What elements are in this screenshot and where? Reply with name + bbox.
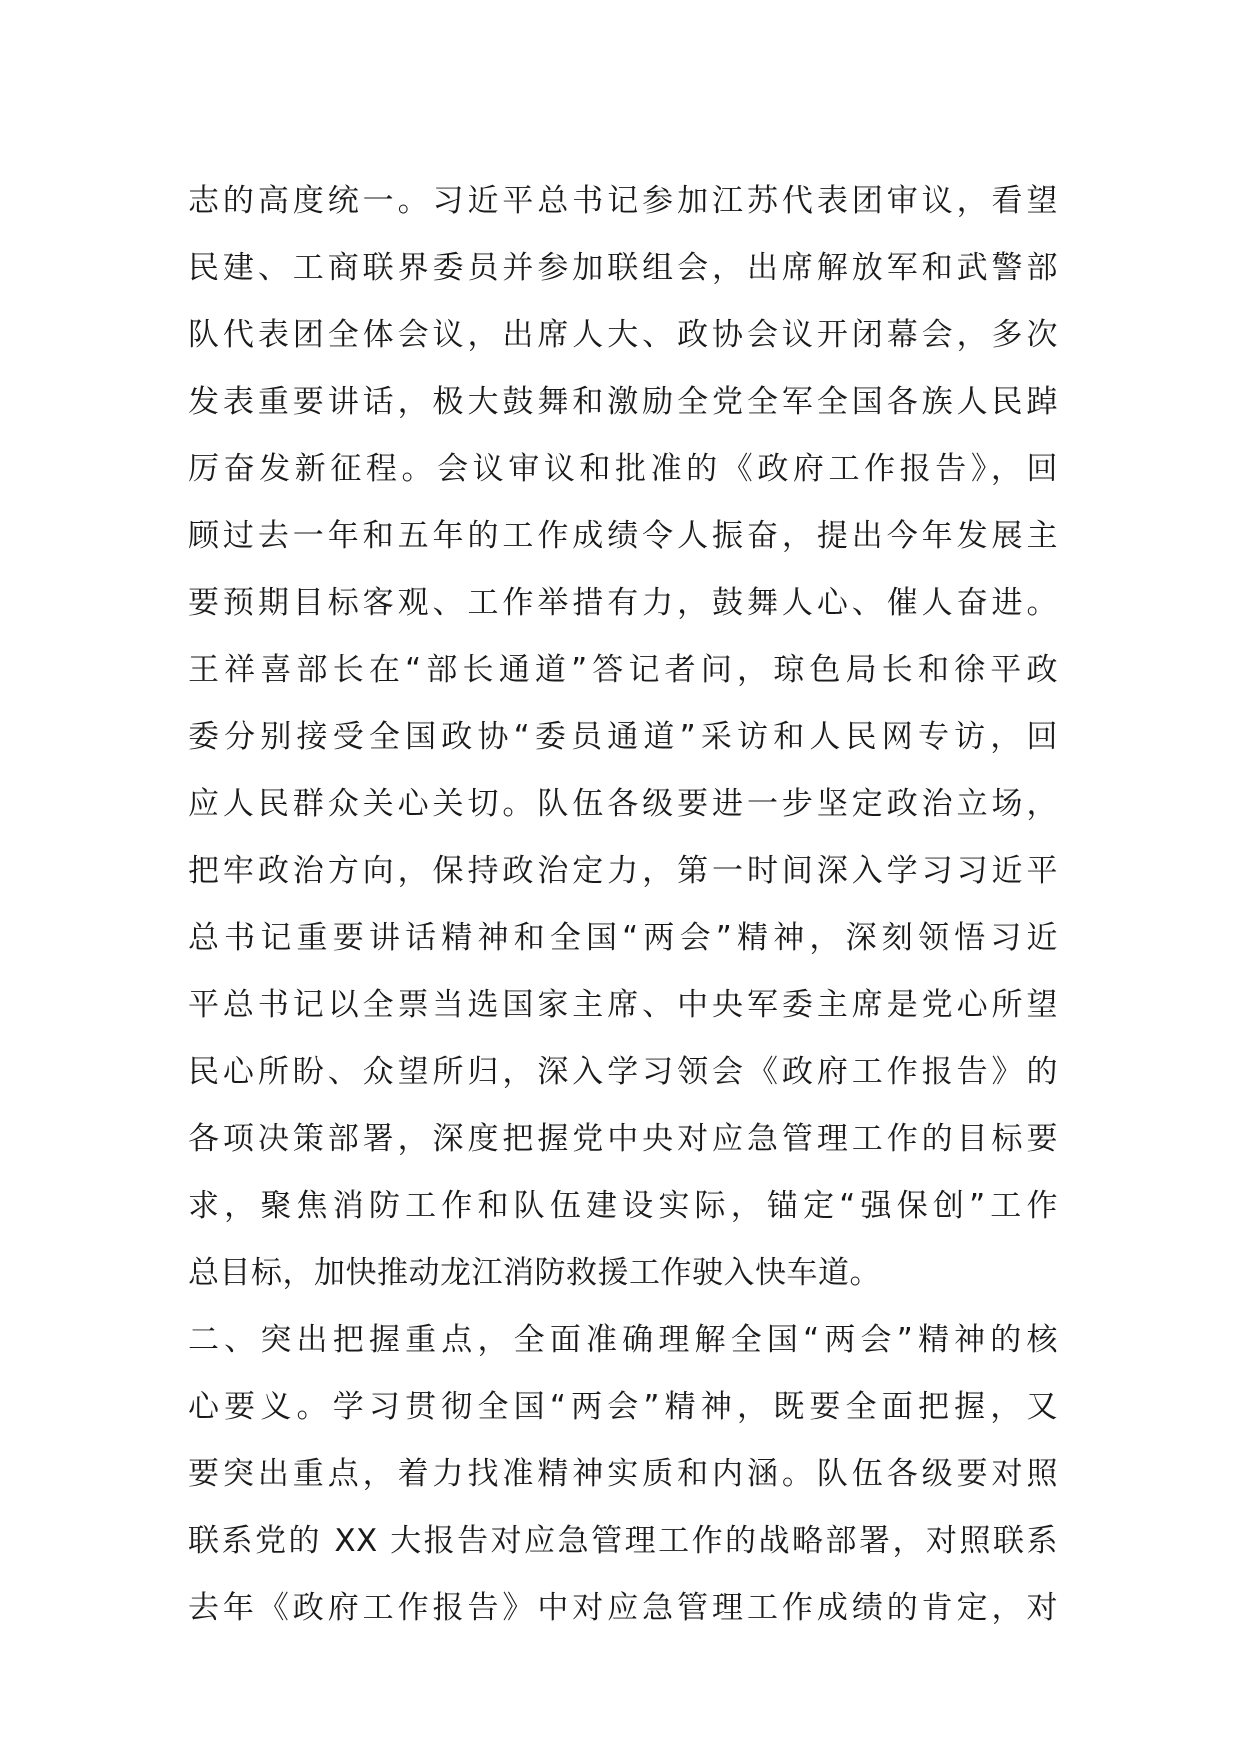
text-line: 志的高度统一。习近平总书记参加江苏代表团审议，看望 bbox=[188, 183, 1058, 219]
text-line: 把牢政治方向，保持政治定力，第一时间深入学习习近平 bbox=[188, 853, 1058, 889]
text-line: 厉奋发新征程。会议审议和批准的《政府工作报告》，回 bbox=[188, 451, 1058, 487]
text-line: 民建、工商联界委员并参加联组会，出席解放军和武警部 bbox=[188, 250, 1058, 286]
text-line: 求，聚焦消防工作和队伍建设实际，锚定“强保创”工作 bbox=[188, 1188, 1058, 1224]
text-line: 顾过去一年和五年的工作成绩令人振奋，提出今年发展主 bbox=[188, 518, 1058, 554]
text-line: 发表重要讲话，极大鼓舞和激励全党全军全国各族人民踔 bbox=[188, 384, 1058, 420]
text-line: 委分别接受全国政协“委员通道”采访和人民网专访，回 bbox=[188, 719, 1058, 755]
section-heading-line: 二、突出把握重点，全面准确理解全国“两会”精神的核 bbox=[188, 1322, 1058, 1358]
text-line: 联系党的 XX 大报告对应急管理工作的战略部署，对照联系 bbox=[188, 1523, 1058, 1559]
text-line: 民心所盼、众望所归，深入学习领会《政府工作报告》的 bbox=[188, 1054, 1058, 1090]
text-line: 要预期目标客观、工作举措有力，鼓舞人心、催人奋进。 bbox=[188, 585, 1058, 621]
body-text bbox=[188, 168, 1058, 1642]
text-line: 应人民群众关心关切。队伍各级要进一步坚定政治立场， bbox=[188, 786, 1058, 822]
text-line: 各项决策部署，深度把握党中央对应急管理工作的目标要 bbox=[188, 1121, 1058, 1157]
text-line: 王祥喜部长在“部长通道”答记者问，琼色局长和徐平政 bbox=[188, 652, 1058, 688]
text-line: 心要义。学习贯彻全国“两会”精神，既要全面把握，又 bbox=[188, 1389, 1058, 1425]
text-line: 要突出重点，着力找准精神实质和内涵。队伍各级要对照 bbox=[188, 1456, 1058, 1492]
text-line: 去年《政府工作报告》中对应急管理工作成绩的肯定，对 bbox=[188, 1590, 1058, 1626]
text-line: 总书记重要讲话精神和全国“两会”精神，深刻领悟习近 bbox=[188, 920, 1058, 956]
text-line: 平总书记以全票当选国家主席、中央军委主席是党心所望 bbox=[188, 987, 1058, 1023]
text-line: 总目标，加快推动龙江消防救援工作驶入快车道。 bbox=[188, 1255, 881, 1291]
text-line: 队代表团全体会议，出席人大、政协会议开闭幕会，多次 bbox=[188, 317, 1058, 353]
